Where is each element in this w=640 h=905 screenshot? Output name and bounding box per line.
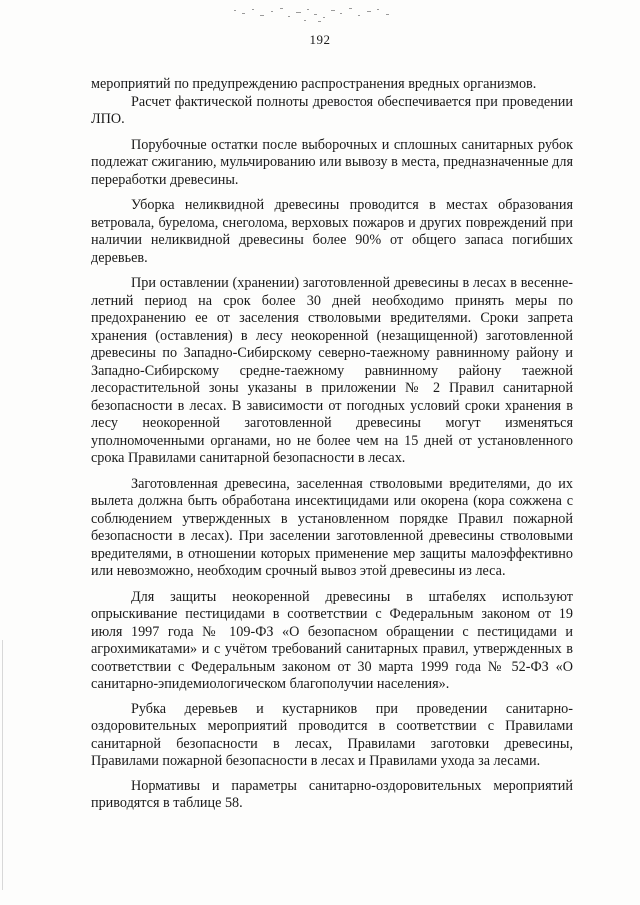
paragraph-2: Расчет фактической полноты древостоя обеспечивается при проведении ЛПО. (91, 93, 573, 127)
paragraph-5: При оставлении (хранении) заготовленной древесины в лесах в весенне-летний период на срок более 30 дней необходимо принять меры по предохранению ее от заселения стволовыми вредителями. Сроки запрета хранения (оставления) в лесу неокоренной (незащищенной) заготовленной древесины по Западно-Сибирскому северно-таежному равнинному району и Западно-Сибирскому средне-таежному равнинному району таежной лесорастительной зоны указаны в приложении № 2 Правил санитарной безопасности в лесах. В зависимости от погодных условий сроки хранения в лесу неокоренной заготовленной древесины могут изменяться уполномоченными органами, но не более чем на 15 дней от установленного срока Правилами санитарной безопасности в лесах. (91, 275, 573, 466)
paragraph-6: Заготовленная древесина, заселенная стволовыми вредителями, до их вылета должна быть обработана инсектицидами или окорена (кора сожжена с соблюдением утвержденных в установленном порядке Правил пожарной безопасности в лесах). При заселении заготовленной древесины стволовыми вредителями, в отношении которых применение мер защиты малоэффективно или невозможно, необходим срочный вывоз этой древесины из леса. (91, 475, 573, 579)
paragraph-3: Порубочные остатки после выборочных и сплошных санитарных рубок подлежат сжиганию, мульчированию или вывозу в места, предназначенные для переработки древесины. (91, 136, 573, 188)
scan-noise-marks (230, 4, 400, 26)
paragraph-1: мероприятий по предупреждению распространения вредных организмов. (91, 76, 537, 92)
paragraph-9: Нормативы и параметры санитарно-оздоровительных мероприятий приводятся в таблице 58. (91, 777, 573, 811)
paragraph-7: Для защиты неокоренной древесины в штабелях используют опрыскивание пестицидами в соответствии с Федеральным законом от 19 июля 1997 года № 109-ФЗ «О безопасном обращении с пестицидами и агрохимикатами» и с учётом требований санитарных правил, утвержденных в соответствии с Федеральным законом от 30 марта 1999 года № 52-ФЗ «О санитарно-эпидемиологическом благополучии населения». (91, 588, 573, 692)
paragraph-4: Уборка неликвидной древесины проводится в местах образования ветровала, бурелома, снеголома, верховых пожаров и других повреждений при наличии неликвидной древесины более 90% от общего запаса погибших деревьев. (91, 197, 573, 266)
page-number: 192 (309, 32, 331, 47)
document-body (91, 76, 573, 813)
paragraph-8: Рубка деревьев и кустарников при проведении санитарно-оздоровительных мероприятий проводится в соответствии с Правилами санитарной безопасности в лесах, Правилами заготовки древесины, Правилами пожарной безопасности в лесах и Правилами ухода за лесами. (91, 700, 573, 769)
scan-margin-line (2, 640, 3, 890)
